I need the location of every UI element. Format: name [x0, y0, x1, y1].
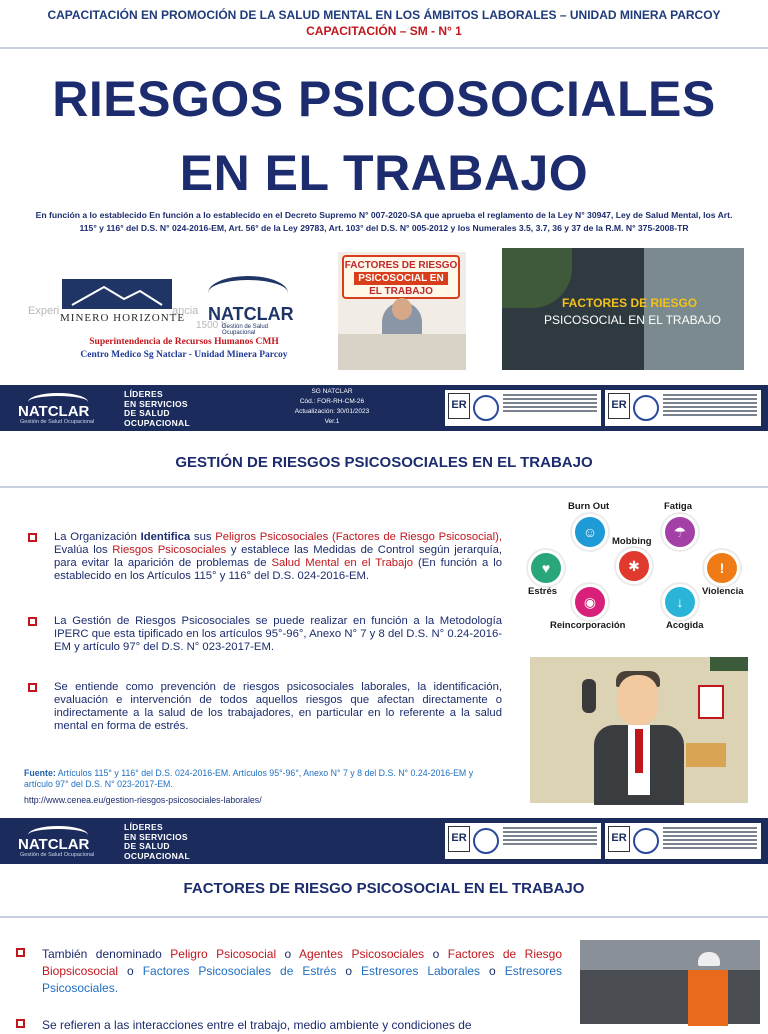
bullet-text: Factores de Riesgo Biopsicosocial [42, 947, 563, 978]
checkbox-icon [28, 533, 37, 542]
bullet-item [28, 531, 502, 583]
banner-title: CAPACITACIÓN EN PROMOCIÓN DE LA SALUD MENTAL EN LOS ÁMBITOS LABORALES – UNIDAD MINERA PARCOY [47, 8, 721, 22]
bullet-text: Peligros Psicosociales (Factores de Riesgo Psicosocial), [215, 531, 502, 543]
er-mark: ER [448, 826, 470, 852]
bullet-text: o [118, 964, 143, 978]
source-link[interactable]: http://www.cenea.eu/gestion-riesgos-psicosociales-laborales/ [24, 795, 262, 805]
bullet-text: Estresores Psicosociales. [42, 964, 563, 995]
checkbox-icon [28, 683, 37, 692]
bullet-text: o [480, 964, 505, 978]
helmet-icon [698, 952, 720, 966]
lideres-line: LÍDERES [124, 389, 163, 399]
bullet-text: o [336, 964, 361, 978]
label-acogida: Acogida [666, 620, 704, 631]
head-icon [392, 298, 412, 320]
fatiga-icon: ☂ [662, 514, 698, 550]
natclar-brand: NATCLAR [208, 304, 294, 324]
mountain-icon [62, 279, 172, 309]
badge-line-1: FACTORES DE RIESGO [344, 260, 458, 271]
worried-man-illustration [530, 657, 748, 803]
er-mark: ER [448, 393, 470, 419]
office-photo [502, 248, 744, 370]
risks-diagram [522, 498, 758, 634]
lideres-text [124, 390, 190, 428]
bullet-text: También denominado [42, 947, 171, 961]
bullet-item [28, 615, 502, 654]
bullet-text: Peligro Psicosocial [170, 947, 277, 961]
burnout-icon: ☺ [572, 514, 608, 550]
face-icon [618, 675, 658, 725]
code-line: SG NATCLAR [311, 388, 353, 395]
phone-icon [582, 679, 596, 713]
natclar-logo [18, 824, 102, 858]
document-code [262, 387, 402, 427]
clipboard-icon [698, 685, 724, 719]
lideres-line: OCUPACIONAL [124, 417, 190, 428]
badge-line-2: PSICOSOCIAL EN [354, 272, 447, 285]
bullet-text: o [276, 947, 300, 961]
certificate-badge [445, 823, 601, 859]
bullet-text: Salud Mental en el Trabajo [271, 557, 414, 569]
label-mobbing: Mobbing [612, 536, 652, 547]
er-mark: ER [608, 393, 630, 419]
lideres-line: DE SALUD [124, 408, 170, 418]
natclar-sub: Gestión de Salud Ocupacional [222, 324, 269, 336]
natclar-sub: Gestión de Salud Ocupacional [20, 419, 95, 425]
certificate-text [503, 827, 597, 847]
photo-caption-1: FACTORES DE RIESGO [562, 296, 698, 310]
checkbox-icon [16, 948, 25, 957]
bullet-text: Riesgos Psicosociales [112, 544, 227, 556]
vest-icon [688, 970, 728, 1026]
checkbox-icon [16, 1019, 25, 1028]
bullet-text: Estresores Laborales [361, 964, 481, 978]
bullet-text: (En función a lo establecido en los Artículos 115° y 116° del D.S. 024-2016-EM. [54, 557, 502, 582]
bullet-item [28, 681, 502, 733]
code-line: Ver.1 [324, 418, 340, 425]
bullet-text: Se entiende como prevención de riesgos psicosociales laborales, la identificación, evaluación e intervención de todos aquellos riesgos que afectan directamente o indirectamente a la salud de los trabajadores, en particular en lo referente a la salud mental en forma de estrés. [54, 681, 502, 732]
lideres-line: EN SERVICIOS [124, 398, 188, 409]
estres-icon: ♥ [528, 550, 564, 586]
label-estres: Estrés [528, 586, 558, 597]
tie-icon [635, 729, 643, 773]
page-title [0, 62, 768, 210]
code-line: Cód.: FOR-RH-CM-26 [299, 398, 365, 405]
bullet-list [28, 531, 502, 733]
natclar-brand: NATCLAR [18, 403, 90, 420]
lideres-line: DE SALUD [124, 841, 170, 851]
bullet-list [16, 946, 562, 1034]
natclar-sub: Gestión de Salud Ocupacional [20, 852, 95, 858]
photo-caption-2: PSICOSOCIAL EN EL TRABAJO [544, 313, 721, 327]
source-note [24, 768, 504, 790]
divider [0, 47, 768, 49]
label-violencia: Violencia [702, 586, 744, 597]
bullet-item [16, 1017, 562, 1034]
divider [0, 916, 768, 918]
checkbox-icon [28, 617, 37, 626]
green-panel [710, 657, 748, 671]
badge-line-3: EL TRABAJO [369, 286, 433, 297]
label-burnout: Burn Out [568, 501, 610, 512]
caption-line-2: Centro Medico Sg Natclar - Unidad Minera Parcoy [80, 350, 288, 360]
bullet-text: La Organización [54, 531, 141, 543]
reincorporacion-icon: ◉ [572, 584, 608, 620]
banner-subtitle: CAPACITACIÓN – SM - N° 1 [306, 24, 462, 38]
section-title: FACTORES DE RIESGO PSICOSOCIAL EN EL TRABAJO [183, 880, 585, 897]
code-line: Actualización: 30/01/2023 [294, 408, 370, 415]
certificate-badge [445, 390, 601, 426]
top-banner [0, 0, 768, 38]
box-icon [686, 743, 726, 767]
acogida-icon: ↓ [662, 584, 698, 620]
er-mark: ER [608, 826, 630, 852]
bullet-text: La Gestión de Riesgos Psicosociales se puede realizar en función a la Metodología IPERC que esta tipificado en los artículos 95°-96°, Anexo N° 7 y 8 del D.S. N° 0.24-2016-EM y artículo 97° del D.S. N° 023-2017-EM. [54, 615, 502, 653]
bullet-text: y establece las Medidas de Control según jerarquía, para evitar la aparición de problemas de [54, 544, 503, 569]
lideres-text [124, 823, 190, 861]
natclar-logo [18, 391, 102, 425]
divider [0, 486, 768, 488]
faint-text: 1500 tr [196, 320, 228, 331]
header-bar [0, 818, 768, 864]
seal-icon [473, 395, 499, 421]
seal-icon [633, 828, 659, 854]
seal-icon [473, 828, 499, 854]
bullet-text: Factores Psicosociales de Estrés [142, 964, 337, 978]
certificate-badge [605, 823, 761, 859]
minero-horizonte-name: MINERO HORIZONTE [60, 312, 186, 324]
lideres-line: OCUPACIONAL [124, 850, 190, 861]
ceiling-lights [580, 940, 760, 970]
title-line-2: EN EL TRABAJO [179, 145, 589, 201]
section-title: GESTIÓN DE RIESGOS PSICOSOCIALES EN EL TRABAJO [175, 454, 593, 471]
caption-line-1: Superintendencia de Recursos Humanos CMH [89, 337, 279, 347]
certificate-text [663, 394, 757, 418]
natclar-logo [196, 276, 300, 336]
label-reincorporacion: Reincorporación [550, 620, 626, 631]
desk-icon [338, 334, 466, 370]
faint-text: Experi [28, 305, 60, 317]
bullet-text: Identifica [140, 531, 191, 543]
bullet-text: Se refieren a las interacciones entre el trabajo, medio ambiente y condiciones de [42, 1018, 472, 1032]
bullet-text: sus [190, 531, 216, 543]
minero-horizonte-logo [28, 279, 208, 329]
source-label: Fuente: [24, 768, 56, 778]
source-text: Artículos 115° y 116° del D.S. 024-2016-EM. Artículos 95°-96°, Anexo N° 7 y 8 del D.S. N° 0.24-2016-EM y artículo 97° del D.S. N° 023-2017-EM. [24, 768, 474, 789]
violencia-icon: ! [704, 550, 740, 586]
label-fatiga: Fatiga [664, 501, 692, 512]
title-line-1: RIESGOS PSICOSOCIALES [52, 71, 716, 127]
logo-caption [64, 336, 304, 362]
mobbing-icon: ✱ [616, 548, 652, 584]
header-bar [0, 385, 768, 431]
factors-illustration [338, 252, 466, 370]
certificate-badge [605, 390, 761, 426]
factors-badge [342, 255, 460, 299]
decree-text: En función a lo establecido En función a lo establecido en el Decreto Supremo N° 007-2020-SA que aprueba el reglamento de la Ley N° 30947, Ley de Salud Mental, los Art. 115° y 116° del D.S. N° 024-2016-EM, Art. 56° de la Ley 29783, Art. 103° del D.S. N° 005-2012 y los Numerales 3.5, 3.7, 36 y 37 de la R.M. N° 375-2008-TR [35, 210, 733, 233]
lideres-line: EN SERVICIOS [124, 831, 188, 842]
faint-text: ancia [172, 305, 199, 317]
bullet-item [16, 946, 562, 997]
bullet-text: Evalúa los [54, 544, 113, 556]
certificate-text [663, 827, 757, 851]
bullet-text: Agentes Psicosociales [299, 947, 425, 961]
lideres-line: LÍDERES [124, 822, 163, 832]
natclar-brand: NATCLAR [18, 836, 90, 853]
worker-photo [580, 940, 760, 1024]
bullet-text: o [424, 947, 448, 961]
certificate-text [503, 394, 597, 414]
seal-icon [633, 395, 659, 421]
